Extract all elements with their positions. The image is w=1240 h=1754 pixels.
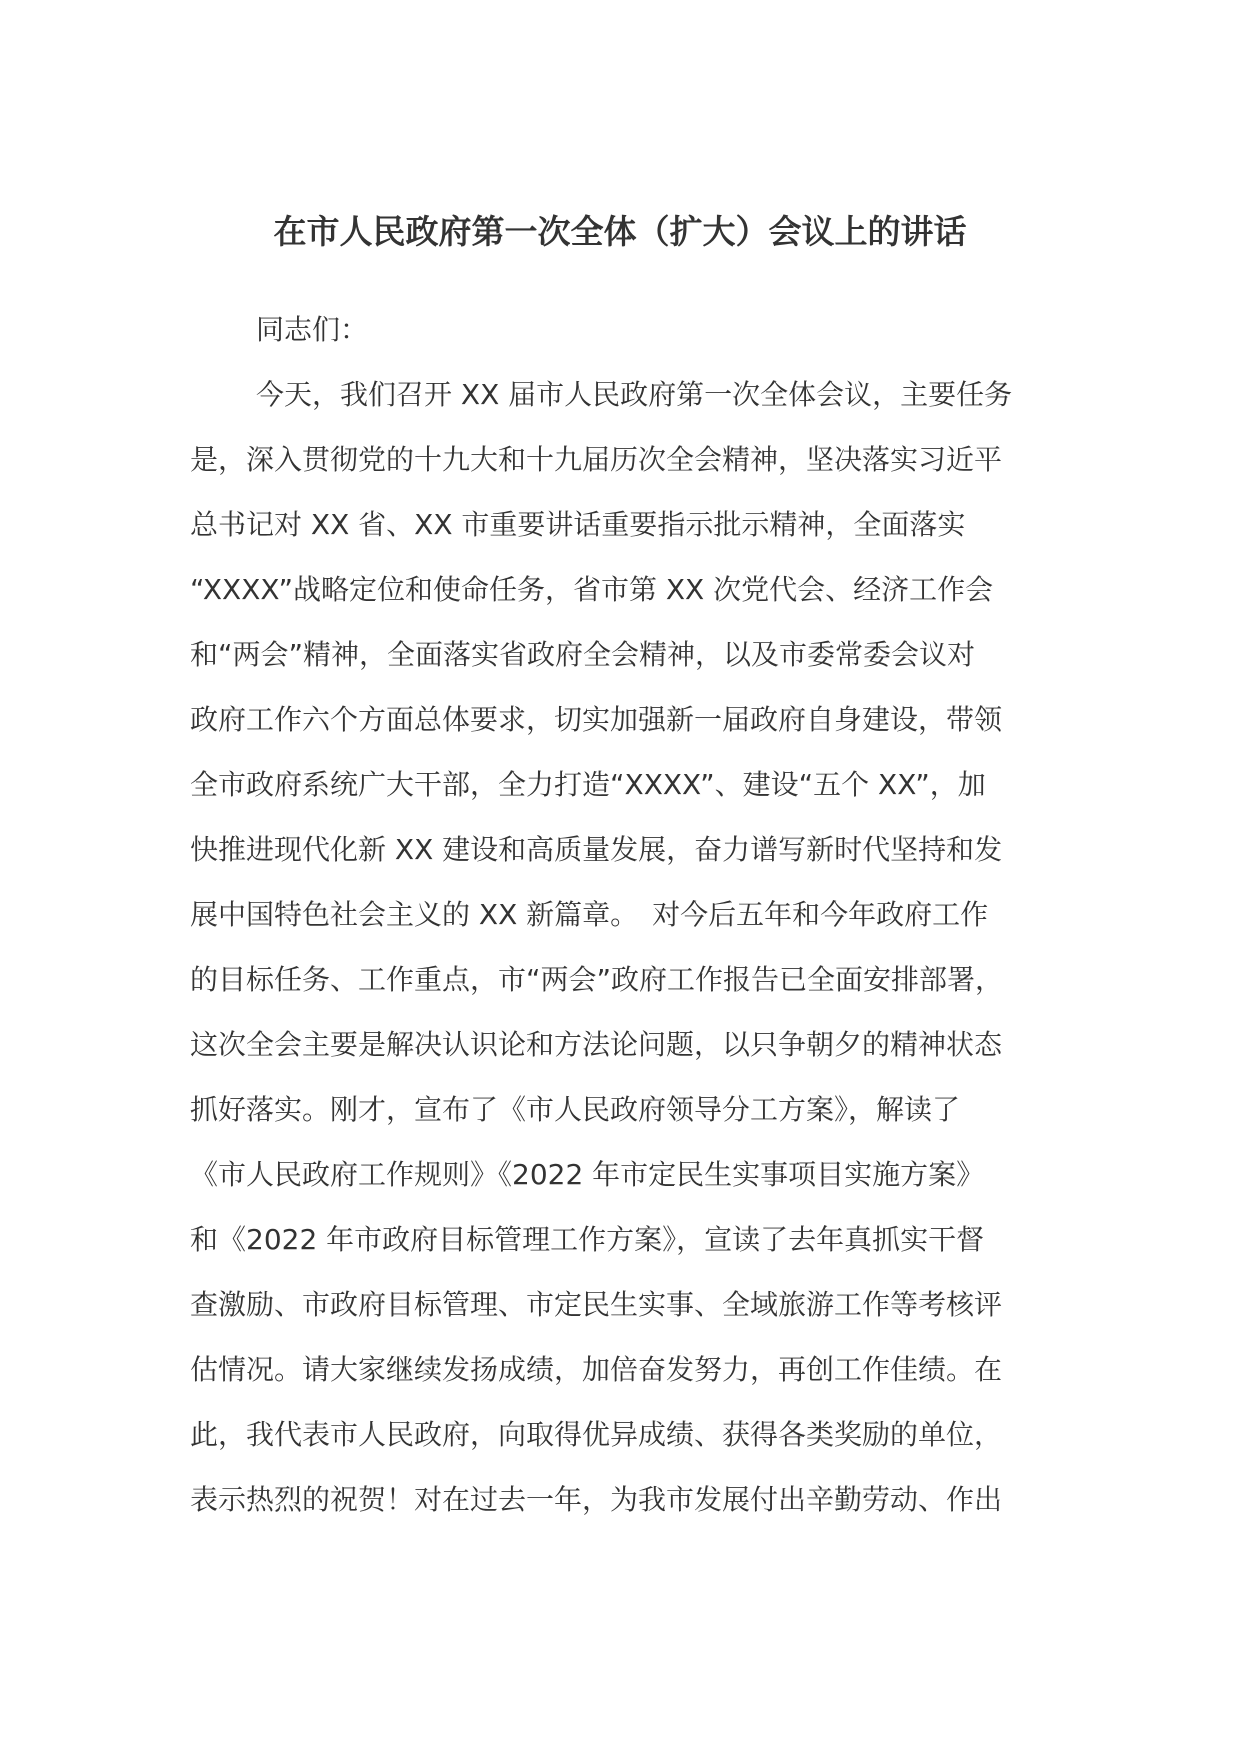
- paragraph-line: 和“两会”精神，全面落实省政府全会精神，以及市委常委会议对: [190, 638, 976, 671]
- paragraph-line: 的目标任务、工作重点，市“两会”政府工作报告已全面安排部署，: [190, 963, 1004, 996]
- paragraph-line: 政府工作六个方面总体要求，切实加强新一届政府自身建设，带领: [190, 703, 1003, 736]
- document-title: 在市人民政府第一次全体（扩大）会议上的讲话: [273, 212, 967, 251]
- paragraph-line: 《市人民政府工作规则》《2022 年市定民生实事项目实施方案》: [190, 1158, 985, 1191]
- paragraph-line: 展中国特色社会主义的 XX 新篇章。 对今后五年和今年政府工作: [190, 898, 989, 931]
- paragraph-line: 这次全会主要是解决认识论和方法论问题，以只争朝夕的精神状态: [190, 1028, 1003, 1061]
- paragraph-line: 抓好落实。刚才，宣布了《市人民政府领导分工方案》，解读了: [190, 1093, 961, 1126]
- paragraph-line: 快推进现代化新 XX 建设和高质量发展，奋力谱写新时代坚持和发: [190, 833, 1003, 866]
- paragraph-line: 估情况。请大家继续发扬成绩，加倍奋发努力，再创工作佳绩。在: [190, 1353, 1003, 1386]
- salutation-line: 同志们：: [256, 313, 369, 346]
- paragraph-line: 此，我代表市人民政府，向取得优异成绩、获得各类奖励的单位，: [190, 1418, 1003, 1451]
- paragraph-line: 是，深入贯彻党的十九大和十九届历次全会精神，坚决落实习近平: [190, 443, 1003, 476]
- paragraph-line: 和《2022 年市政府目标管理工作方案》，宣读了去年真抓实干督: [190, 1223, 985, 1256]
- paragraph-line: 总书记对 XX 省、XX 市重要讲话重要指示批示精神，全面落实: [190, 508, 966, 541]
- paragraph-line: 今天，我们召开 XX 届市人民政府第一次全体会议，主要任务: [256, 378, 1013, 411]
- paragraph-line: 全市政府系统广大干部，全力打造“XXXX”、建设“五个 XX”，加: [190, 768, 986, 801]
- paragraph-line: 查激励、市政府目标管理、市定民生实事、全域旅游工作等考核评: [190, 1288, 1003, 1321]
- document-body: [190, 308, 1070, 1543]
- paragraph-line: 表示热烈的祝贺！对在过去一年，为我市发展付出辛勤劳动、作出: [190, 1483, 1003, 1516]
- paragraph-line: “XXXX”战略定位和使命任务，省市第 XX 次党代会、经济工作会: [190, 573, 994, 606]
